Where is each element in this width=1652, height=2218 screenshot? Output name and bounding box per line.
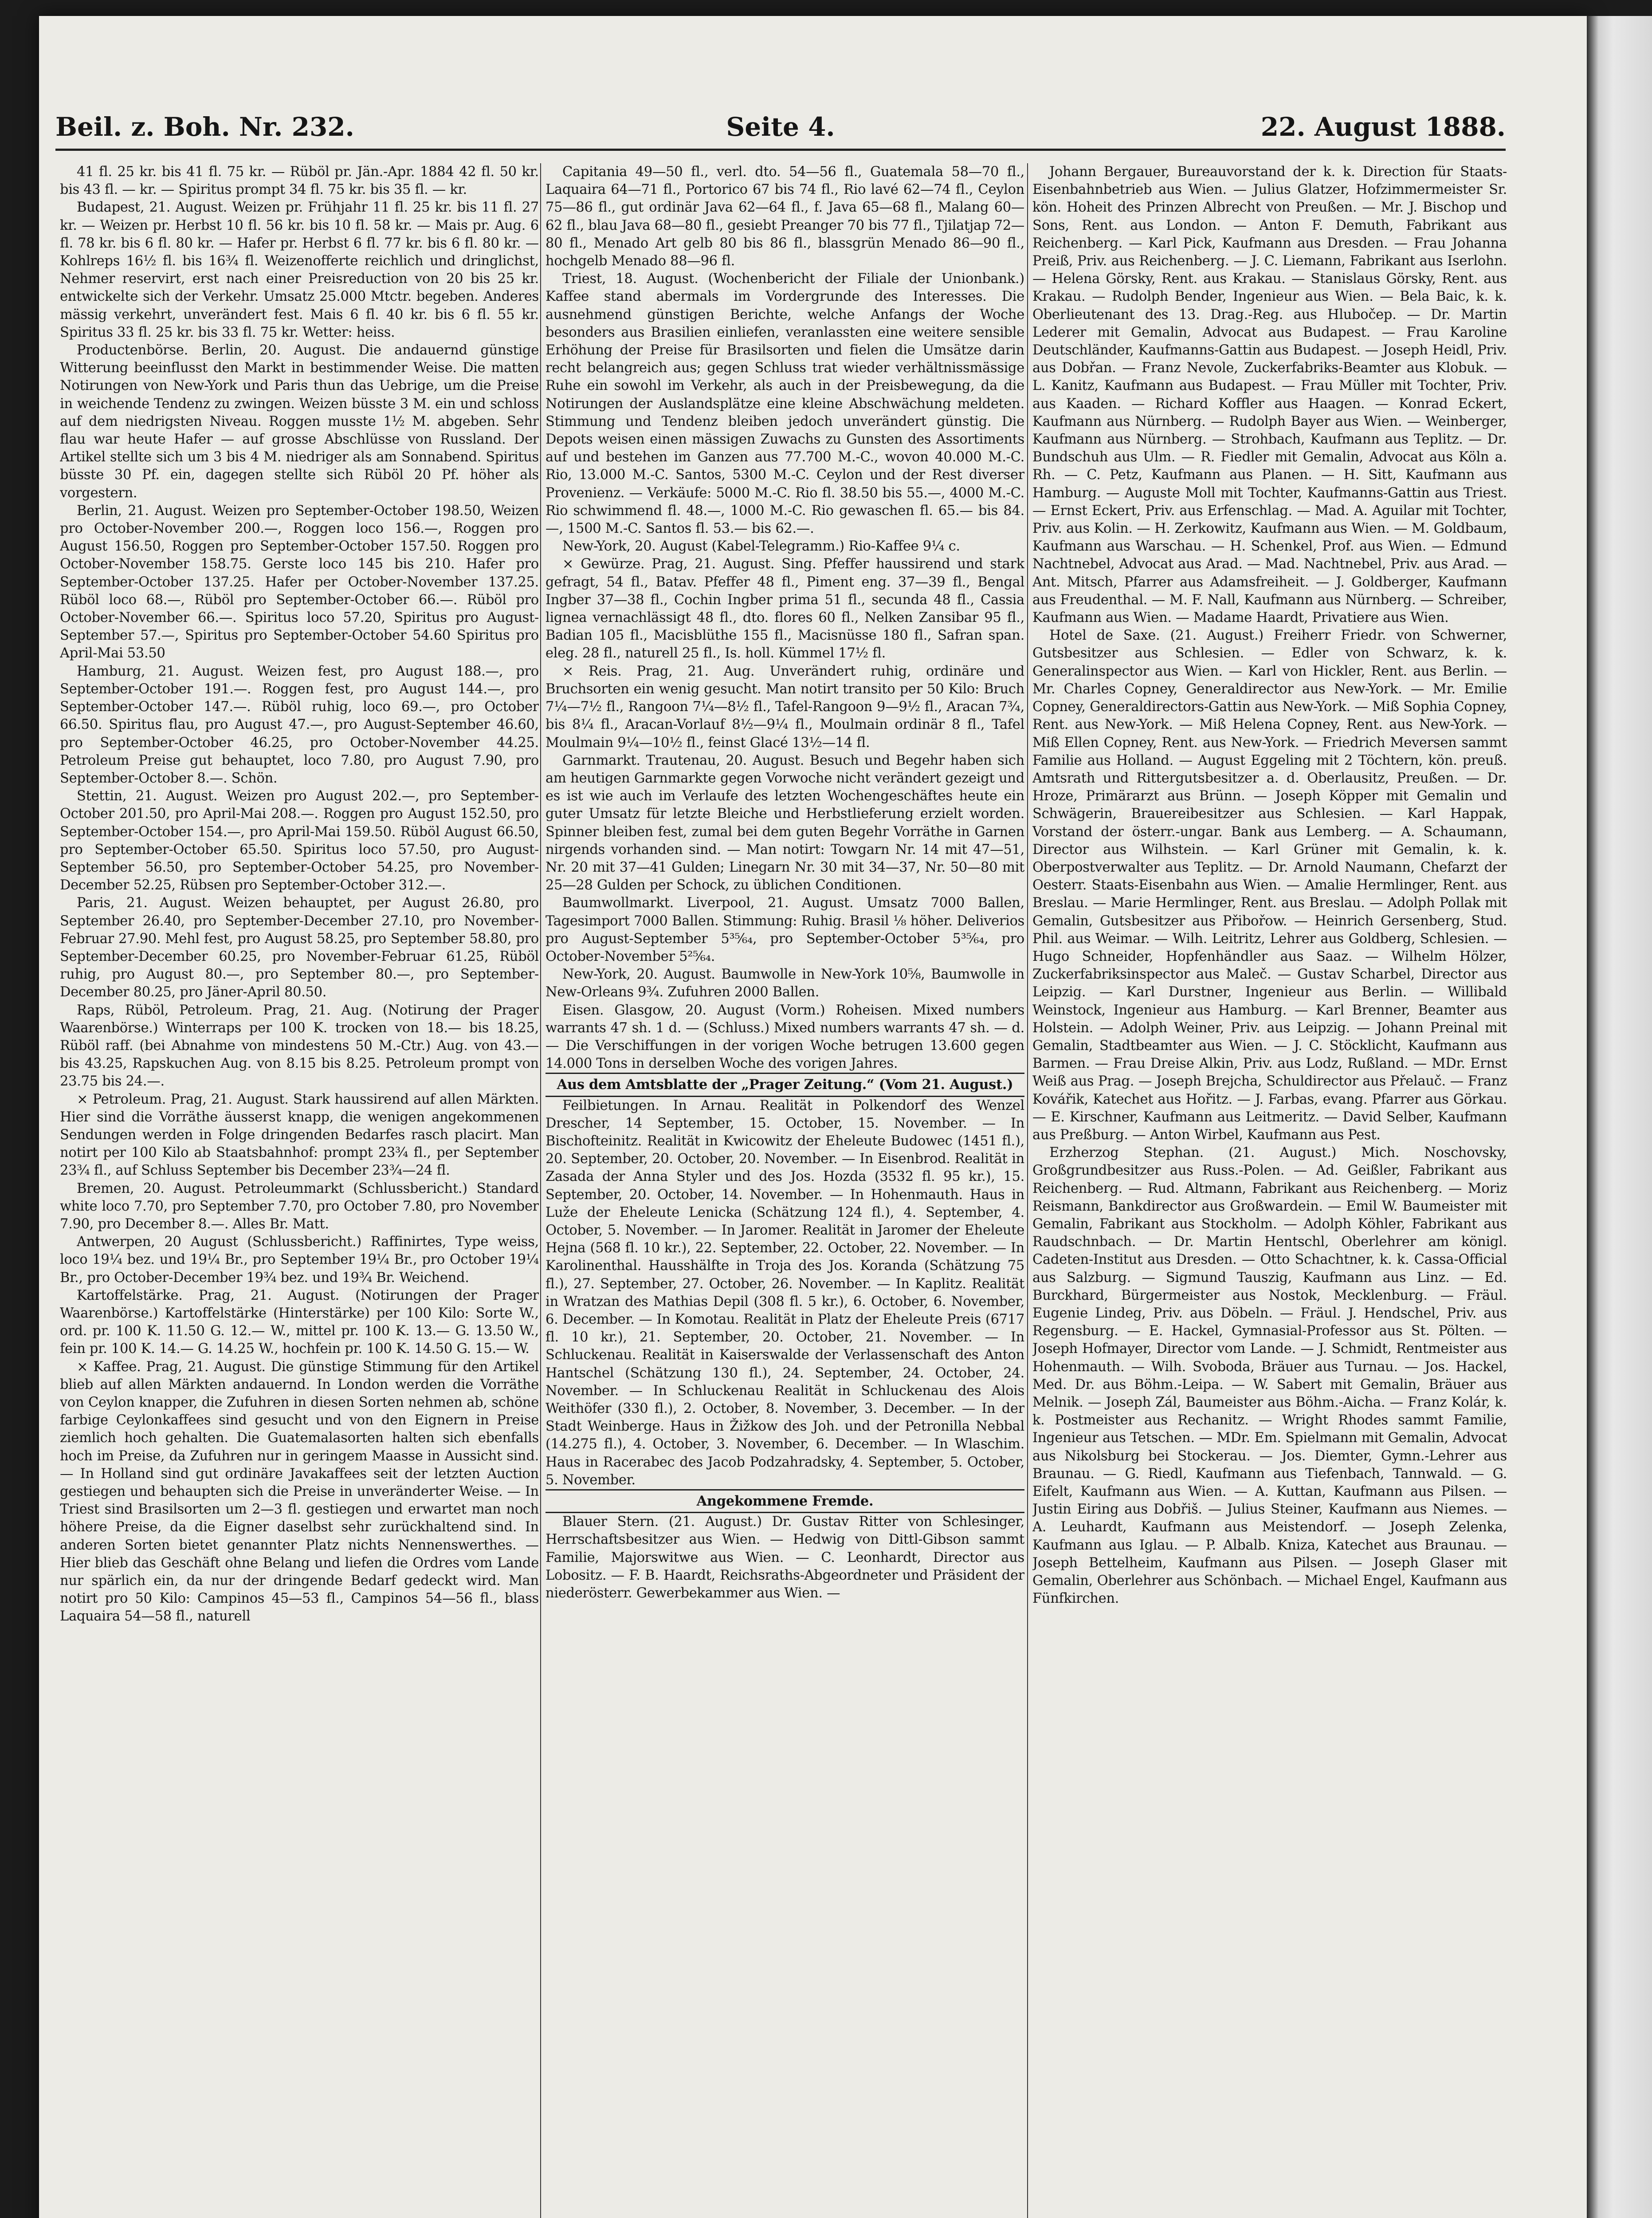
market-report: Budapest, 21. August. Weizen pr. Frühjahr 11 fl. 25 kr. bis 11 fl. 27 kr. — Weizen pr. Herbst 10 fl. 56 kr. bis 10 fl. 58 kr. — Mais pr. Aug. 6 fl. 78 kr. bis 6 fl. 80 kr. — Hafer pr. Herbst 6 fl. 77 kr. bis 6 fl. 80 kr. — Kohlreps 16½ fl. bis 16¾ fl. Weizenofferte reichlich und dringlichst, Nehmer reservirt, erst nach einer Preisreduction von 20 bis 25 kr. entwickelte sich der Verkehr. Umsatz 25.000 Mtctr. begeben. Anderes mässig verkehrt, unverändert fest. Mais 6 fl. 40 kr. bis 6 fl. 55 kr. Spiritus 33 fl. 25 kr. bis 33 fl. 75 kr. Wetter: heiss. (60, 200, 539, 340)
market-report: Kartoffelstärke. Prag, 21. August. (Notirungen der Prager Waarenbörse.) Kartoffelstärke (Hinterstärke) per 100 Kilo: Sorte W., ord. pr. 100 K. 11.50 G. 12.— W., mittel pr. 100 K. 13.— G. 13.50 W., fein pr. 100 K. 14.— G. 14.25 W., hochfein pr. 100 K. 14.50 G. 15.— W. (60, 1287, 539, 1357)
market-report: Productenbörse. Berlin, 20. August. Die andauernd günstige Witterung beeinflusst den Markt in bestimmender Weise. Die matten Notirungen von New-York und Paris thun das Uebrige, um die Preise in weichende Tendenz zu zwingen. Weizen büsste 3 M. ein und schloss auf dem niedrigsten Niveau. Roggen musste 1½ M. abgeben. Sehr flau war heute Hafer — auf grosse Abschlüsse von Russland. Der Artikel stellte sich um 3 bis 4 M. niedriger als am Sonnabend. Spiritus büsste 30 Pf. ein, dagegen stellte sich Rüböl 20 Pf. höher als vorgestern. (60, 342, 539, 501)
official-gazette-heading: Aus dem Amtsblatte der „Prager Zeitung.“ (Vom 21. August.) (545, 1073, 1024, 1097)
market-report: 41 fl. 25 kr. bis 41 fl. 75 kr. — Rüböl pr. Jän.-Apr. 1884 42 fl. 50 kr. bis 43 fl. — kr. — Spiritus prompt 34 fl. 75 kr. bis 35 fl. — kr. (60, 164, 539, 198)
column-markets-and-auctions (545, 163, 1024, 2218)
market-report: Hamburg, 21. August. Weizen fest, pro August 188.—, pro September-October 191.—. Roggen fest, pro August 144.—, pro September-October 147.—. Rüböl ruhig, loco 69.—, pro October 66.50. Spiritus flau, pro August 47.—, pro August-September 46.60, pro September-October 46.25, pro October-November 44.25. Petroleum Preise gut behauptet, loco 7.80, pro August 7.90, pro September-October 8.—. Schön. (60, 663, 539, 786)
market-report: Eisen. Glasgow, 20. August (Vorm.) Roheisen. Mixed numbers warrants 47 sh. 1 d. — (Schluss.) Mixed numbers warrants 47 sh. — d. — Die Verschiffungen in der vorigen Woche betrugen 13.600 gegen 14.000 Tons in derselben Woche des vorigen Jahres. (545, 1002, 1024, 1072)
column-divider (1027, 163, 1028, 2218)
market-report: × Petroleum. Prag, 21. August. Stark haussirend auf allen Märkten. Hier sind die Vorräthe äusserst knapp, die wenigen angekommenen Sendungen werden in Folge dringenden Bedarfes rasch placirt. Man notirt per 100 Kilo ab Staatsbahnhof: prompt 23¾ fl., per September 23¾ fl., auf Schluss September bis December 23¾—24 fl. (60, 1091, 539, 1179)
guest-list: Johann Bergauer, Bureauvorstand der k. k. Direction für Staats-Eisenbahnbetrieb aus Wien. — Julius Glatzer, Hofzimmermeister Sr. kön. Hoheit des Prinzen Albrecht von Preußen. — Mr. J. Bischop und Sons, Rent. aus London. — Anton F. Demuth, Fabrikant aus Reichenberg. — Karl Pick, Kaufmann aus Dresden. — Frau Johanna Preiß, Priv. aus Reichenberg. — J. C. Liemann, Fabrikant aus Iserlohn. — Helena Görsky, Rent. aus Krakau. — Stanislaus Görsky, Rent. aus Krakau. — Rudolph Bender, Ingenieur aus Wien. — Bela Baic, k. k. Oberlieutenant des 13. Drag.-Reg. aus Hlubočep. — Dr. Martin Lederer mit Gemalin, Advocat aus Budapest. — Frau Karoline Deutschländer, Kaufmanns-Gattin aus Budapest. — Joseph Heidl, Priv. aus Dobřan. — Franz Nevole, Zuckerfabriks-Beamter aus Klobuk. — L. Kanitz, Kaufmann aus Budapest. — Frau Müller mit Tochter, Priv. aus Kaaden. — Richard Koffler aus Haagen. — Konrad Eckert, Kaufmann aus Nürnberg. — Rudolph Bayer aus Wien. — Weinberger, Kaufmann aus Nürnberg. — Strohbach, Kaufmann aus Teplitz. — Dr. Bundschuh aus Ulm. — R. Fiedler mit Gemalin, Advocat aus Köln a. Rh. — C. Petz, Kaufmann aus Planen. — H. Sitt, Kaufmann aus Hamburg. — Auguste Moll mit Tochter, Kaufmanns-Gattin aus Triest. — Ernst Eckert, Priv. aus Erfenschlag. — Mad. A. Aguilar mit Tochter, Priv. aus Kolin. — H. Zerkowitz, Kaufmann aus Wien. — M. Goldbaum, Kaufmann aus Warschau. — H. Schenkel, Prof. aus Wien. — Edmund Nachtnebel, Advocat aus Arad. — Mad. Nachtnebel, Priv. aus Arad. — Ant. Mitsch, Pfarrer aus Adamsfreiheit. — J. Goldberger, Kaufmann aus Freudenthal. — M. F. Nall, Kaufmann aus Nürnberg. — Schreiber, Kaufmann aus Wien. — Madame Haardt, Privatiere aus Wien. (1032, 164, 1507, 626)
hotel-de-saxe-guests: Hotel de Saxe. (21. August.) Freiherr Friedr. von Schwerner, Gutsbesitzer aus Schlesien. — Edler von Schwarz, k. k. Generalinspector aus Wien. — Karl von Hickler, Rent. aus Berlin. — Mr. Charles Copney, Generaldirector aus New-York. — Mr. Emilie Copney, Generaldirectors-Gattin aus New-York. — Miß Sophia Copney, Rent. aus New-York. — Miß Helena Copney, Rent. aus New-York. — Miß Ellen Copney, Rent. aus New-York. — Friedrich Meversen sammt Familie aus Holland. — August Eggeling mit 2 Töchtern, kön. preuß. Amtsrath und Rittergutsbesitzer a. d. Oberlausitz, Preußen. — Dr. Hroze, Primärarzt aus Brünn. — Joseph Köpper mit Gemalin und Schwägerin, Brauereibesitzer aus Schlesien. — Karl Happak, Vorstand der österr.-ungar. Bank aus Lemberg. — A. Schaumann, Director aus Wilhstein. — Karl Grüner mit Gemalin, k. k. Oberpostverwalter aus Teplitz. — Dr. Arnold Naumann, Chefarzt der Oesterr. Staats-Eisenbahn aus Wien. — Amalie Hermlinger, Rent. aus Breslau. — Marie Hermlinger, Rent. aus Breslau. — Adolph Pollak mit Gemalin, Gutsbesitzer aus Přibořow. — Heinrich Gersenberg, Stud. Phil. aus Weimar. — Wilh. Leitritz, Lehrer aus Goldberg, Schlesien. — Hugo Schneider, Hopfenhändler aus Saaz. — Wilhelm Hölzer, Zuckerfabriksinspector aus Maleč. — Gustav Scharbel, Director aus Leipzig. — Karl Durstner, Ingenieur aus Berlin. — Willibald Weinstock, Ingenieur aus Hamburg. — Karl Brenner, Beamter aus Holstein. — Adolph Weiner, Priv. aus Leipzig. — Johann Preinal mit Gemalin, Stadtbeamter aus Wien. — J. C. Stöcklicht, Kaufmann aus Barmen. — Frau Dreise Alkin, Priv. aus Lodz, Rußland. — MDr. Ernst Weiß aus Prag. — Joseph Brejcha, Schuldirector aus Přelauč. — Franz Kovářik, Katechet aus Hořitz. — J. Farbas, evang. Pfarrer aus Görkau. — E. Kirschner, Kaufmann aus Leitmeritz. — David Selber, Kaufmann aus Preßburg. — Anton Wirbel, Kaufmann aus Pest. (1032, 628, 1507, 1143)
page-header (55, 109, 1506, 151)
header-date: 22. August 1888. (1260, 112, 1506, 142)
market-report: Baumwollmarkt. Liverpool, 21. August. Umsatz 7000 Ballen, Tagesimport 7000 Ballen. Stimmung: Ruhig. Brasil ⅛ höher. Deliverios pro August-September 5³⁵⁄₆₄, pro September-October 5³⁵⁄₆₄, pro October-November 5²⁵⁄₆₄. (545, 895, 1024, 964)
market-report: Antwerpen, 20 August (Schlussbericht.) Raffinirtes, Type weiss, loco 19¼ bez. und 19¼ Br., pro September 19¼ Br., pro October 19¼ Br., pro October-December 19¾ bez. und 19¾ Br. Weichend. (60, 1234, 539, 1286)
market-report: Berlin, 21. August. Weizen pro September-October 198.50, Weizen pro October-November 200.—, Roggen loco 156.—, Roggen pro August 156.50, Roggen pro September-October 157.50. Roggen pro October-November 158.75. Gerste loco 145 bis 210. Hafer pro September-October 137.25. Hafer per October-November 137.25. Rüböl loco 68.—, Rüböl pro September-October 66.—. Rüböl pro October-November 66.—. Spiritus loco 57.20, Spiritus pro August-September 57.—, Spiritus pro September-October 54.60 Spiritus pro April-Mai 53.50 (60, 503, 539, 661)
market-report: Triest, 18. August. (Wochenbericht der Filiale der Unionbank.) Kaffee stand abermals im Vordergrunde des Interesses. Die ausnehmend günstigen Berichte, welche Anfangs der Woche besonders aus Brasilien einliefen, veranlassten eine weitere sensible Erhöhung der Preise für Brasilsorten und fielen die Umsätze darin recht belangreich aus; gegen Schluss trat wieder verhältnissmässige Ruhe ein sowohl im Verkehr, als auch in der Preisbewegung, da die Notirungen der Auslandsplätze eine kleine Abschwächung meldeten. Stimmung und Tendenz bleiben jedoch unverändert günstig. Die Depots weisen einen mässigen Zuwachs zu Gunsten des Assortiments auf und bestehen im Ganzen aus 77.700 M.-C., wovon 40.000 M.-C. Rio, 13.000 M.-C. Santos, 5300 M.-C. Ceylon und der Rest diverser Provenienz. — Verkäufe: 5000 M.-C. Rio fl. 38.50 bis 55.—, 4000 M.-C. Rio schwimmend fl. 48.—, 1000 M.-C. Rio gewaschen fl. 65.— bis 84.—, 1500 M.-C. Santos fl. 53.— bis 62.—. (545, 271, 1024, 537)
column-commodity-markets (60, 163, 539, 2218)
market-report: Capitania 49—50 fl., verl. dto. 54—56 fl., Guatemala 58—70 fl., Laquaira 64—71 fl., Portorico 67 bis 74 fl., Rio lavé 62—74 fl., Ceylon 75—86 fl., gut ordinär Java 62—64 fl., f. Java 65—68 fl., Malang 60—62 fl., blau Java 68—80 fl., gesiebt Preanger 70 bis 77 fl., Tjilatjap 72—80 fl., Menado Art gelb 80 bis 86 fl., blassgrün Menado 86—90 fl., hochgelb Menado 88—96 fl. (545, 164, 1024, 269)
market-report: Stettin, 21. August. Weizen pro August 202.—, pro September-October 201.50, pro April-Mai 208.—. Roggen pro August 152.50, pro September-October 154.—, pro April-Mai 159.50. Rüböl August 66.50, pro September-October 65.50. Spiritus loco 57.50, pro August-September 56.50, pro September-October 54.25, pro November-December 52.25, Rübsen pro September-October 312.—. (60, 788, 539, 893)
market-report: × Reis. Prag, 21. Aug. Unverändert ruhig, ordinäre und Bruchsorten ein wenig gesucht. Man notirt transito per 50 Kilo: Bruch 7¼—7½ fl., Rangoon 7¼—8½ fl., Tafel-Rangoon 9—9½ fl., Aracan 7¾, bis 8¼ fl., Aracan-Vorlauf 8½—9¼ fl., Moulmain ordinär 8 fl., Tafel Moulmain 9¼—10½ fl., feinst Glacé 13½—14 fl. (545, 663, 1024, 751)
market-report: New-York, 20. August. Baumwolle in New-York 10⅝, Baumwolle in New-Orleans 9¾. Zufuhren 2000 Ballen. (545, 967, 1024, 1000)
market-report: × Kaffee. Prag, 21. August. Die günstige Stimmung für den Artikel blieb auf allen Märkten andauernd. In London werden die Vorräthe von Ceylon knapper, die Zufuhren in diesen Sorten nehmen ab, schöne farbige Ceylonkaffees sind gesucht und von den Eignern in Preise ziemlich hoch gehalten. Die Guatemalasorten halten sich ebenfalls hoch im Preise, da Zufuhren nur in geringem Maasse in Aussicht sind. — In Holland sind gut ordinäre Javakaffees seit der letzten Auction gestiegen und behaupten sich die Preise in unveränderter Weise. — In Triest sind Brasilsorten um 2—3 fl. gestiegen und erwartet man noch höhere Preise, da die Eigner daselbst sehr zurückhaltend sind. In anderen Sorten bietet genannter Platz nichts Nennenswerthes. — Hier blieb das Geschäft ohne Belang und liefen die Ordres vom Lande nur spärlich ein, da nur der dringende Bedarf gedeckt wird. Man notirt pro 50 Kilo: Campinos 45—53 fl., Campinos 54—56 fl., blass Laquaira 54—58 fl., naturell (60, 1359, 539, 1624)
header-supplement-number: Beil. z. Boh. Nr. 232. (55, 112, 354, 142)
arrivals-heading: Angekommene Fremde. (545, 1489, 1024, 1513)
header-page-number: Seite 4. (726, 112, 835, 142)
auctions-notice: Feilbietungen. In Arnau. Realität in Polkendorf des Wenzel Drescher, 14 September, 15. October, 15. November. — In Bischofteinitz. Realität in Kwicowitz der Eheleute Budowec (1451 fl.), 20. September, 20. October, 20. November. — In Eisenbrod. Realität in Zasada der Anna Styler und des Jos. Hozda (3532 fl. 95 kr.), 15. September, 20. October, 14. November. — In Hohenmauth. Haus in Luže der Eheleute Lenicka (Schätzung 124 fl.), 4. September, 4. October, 5. November. — In Jaromer. Realität in Jaromer der Eheleute Hejna (568 fl. 10 kr.), 22. September, 22. October, 22. November. — In Karolinenthal. Hausshälfte in Troja des Jos. Koranda (Schätzung 75 fl.), 27. September, 27. October, 26. November. — In Kaplitz. Realität in Wratzan des Mathias Depil (308 fl. 5 kr.), 6. October, 6. November, 6. December. — In Komotau. Realität in Platz der Eheleute Preis (6717 fl. 10 kr.), 21. September, 20. October, 21. November. — In Schluckenau. Realität in Kaiserswalde der Verlassenschaft des Anton Hantschel (Schätzung 130 fl.), 24. September, 24. October, 24. November. — In Schluckenau Realität in Schluckenau des Alois Weithöfer (330 fl.), 2. October, 8. November, 3. December. — In der Stadt Weinberge. Haus in Žižkow des Joh. und der Petronilla Nebbal (14.275 fl.), 4. October, 3. November, 6. December. — In Wlaschim. Haus in Racerabec des Jacob Podzahradsky, 4. September, 5. October, 5. November. (545, 1097, 1024, 1488)
column-arrived-guests (1032, 163, 1507, 2218)
market-report: Bremen, 20. August. Petroleummarkt (Schlussbericht.) Standard white loco 7.70, pro September 7.70, pro October 7.80, pro November 7.90, pro December 8.—. Alles Br. Matt. (60, 1180, 539, 1232)
market-report: New-York, 20. August (Kabel-Telegramm.) Rio-Kaffee 9¼ c. (562, 539, 960, 554)
page-edge (1587, 16, 1652, 2218)
market-report: Garnmarkt. Trautenau, 20. August. Besuch und Begehr haben sich am heutigen Garnmarkte gegen Vorwoche nicht verändert gezeigt und es ist wie auch im Verlaufe des letzten Wochengeschäftes heute ein guter Umsatz für letzte Bleiche und Herbstlieferung erzielt worden. Spinner bleiben fest, zumal bei dem guten Begehr Vorräthe in Garnen nirgends vorhanden sind. — Man notirt: Towgarn Nr. 14 mit 47—51, Nr. 20 mit 37—41 Gulden; Linegarn Nr. 30 mit 34—37, Nr. 50—80 mit 25—28 Gulden per Schock, zu üblichen Conditionen. (545, 752, 1024, 893)
market-report: Raps, Rüböl, Petroleum. Prag, 21. Aug. (Notirung der Prager Waarenbörse.) Winterraps per 100 K. trocken von 18.— bis 18.25, Rüböl raff. (bei Abnahme von mindestens 50 M.-Ctr.) Aug. von 43.— bis 43.25, Rapskuchen Aug. von 8.15 bis 8.25. Petroleum prompt von 23.75 bis 24.—. (60, 1002, 539, 1089)
market-report: × Gewürze. Prag, 21. August. Sing. Pfeffer haussirend und stark gefragt, 54 fl., Batav. Pfeffer 48 fl., Piment eng. 37—39 fl., Bengal Ingber 37—38 fl., Cochin Ingber prima 51 fl., secunda 48 fl., Cassia lignea vernachlässigt 48 fl., dto. flores 60 fl., Nelken Zansibar 95 fl., Badian 105 fl., Macisblüthe 155 fl., Macisnüsse 180 fl., Safran span. eleg. 28 fl., naturell 25 fl., Is. holl. Kümmel 17½ fl. (545, 556, 1024, 661)
erzherzog-stephan-guests: Erzherzog Stephan. (21. August.) Mich. Noschovsky, Großgrundbesitzer aus Russ.-Polen. — Ad. Geißler, Fabrikant aus Reichenberg. — Rud. Altmann, Fabrikant aus Reichenberg. — Moriz Reismann, Bankdirector aus Großwardein. — Emil W. Baumeister mit Gemalin, Fabrikant aus Stockholm. — Adolph Köhler, Fabrikant aus Raudschnbach. — Dr. Martin Hentschl, Oberlehrer am königl. Cadeten-Institut aus Dresden. — Otto Schachtner, k. k. Cassa-Official aus Salzburg. — Sigmund Tauszig, Kaufmann aus Linz. — Ed. Burckhard, Bürgermeister aus Nostok, Mecklenburg. — Fräul. Eugenie Lindeg, Priv. aus Döbeln. — Fräul. J. Hendschel, Priv. aus Regensburg. — E. Hackel, Gymnasial-Professor aus St. Pölten. — Joseph Hofmayer, Director vom Lande. — J. Schmidt, Rentmeister aus Hohenmauth. — Wilh. Svoboda, Bräuer aus Turnau. — Jos. Hackel, Med. Dr. aus Böhm.-Leipa. — W. Sabert mit Gemalin, Bräuer aus Melnik. — Joseph Zál, Baumeister aus Böhm.-Aicha. — Franz Kolár, k. k. Postmeister aus Rechanitz. — Wright Rhodes sammt Familie, Ingenieur aus Tetschen. — MDr. Em. Spielmann mit Gemalin, Advocat aus Nikolsburg bei Stockerau. — Jos. Diemter, Gymn.-Lehrer aus Braunau. — G. Riedl, Kaufmann aus Tiefenbach, Tannwald. — G. Eifelt, Kaufmann aus Wien. — A. Kuttan, Kaufmann aus Pilsen. — Justin Eiring aus Dobřiš. — Julius Steiner, Kaufmann aus Niemes. — A. Leuhardt, Kaufmann aus Meistendorf. — Joseph Zelenka, Kaufmann aus Iglau. — P. Albalb. Kniza, Katechet aus Braunau. — Joseph Bettelheim, Kaufmann aus Pilsen. — Joseph Glaser mit Gemalin, Oberlehrer aus Schönbach. — Michael Engel, Kaufmann aus Fünfkirchen. (1032, 1145, 1507, 1607)
column-divider (540, 163, 541, 2218)
hotel-blue-star-guests: Blauer Stern. (21. August.) Dr. Gustav Ritter von Schlesinger, Herrschaftsbesitzer aus Wien. — Hedwig von Dittl-Gibson sammt Familie, Majorswitwe aus Wien. — C. Leonhardt, Director aus Lobositz. — F. B. Haardt, Reichsraths-Abgeordneter und Präsident der niederösterr. Gewerbekammer aus Wien. — (545, 1514, 1024, 1601)
market-report: Paris, 21. August. Weizen behauptet, per August 26.80, pro September 26.40, pro September-December 27.10, pro November-Februar 27.90. Mehl fest, pro August 58.25, pro September 58.80, pro September-December 60.25, pro November-Februar 61.25, Rüböl ruhig, pro August 80.—, pro September 80.—, pro September-December 80.25, pro Jäner-April 80.50. (60, 895, 539, 1000)
